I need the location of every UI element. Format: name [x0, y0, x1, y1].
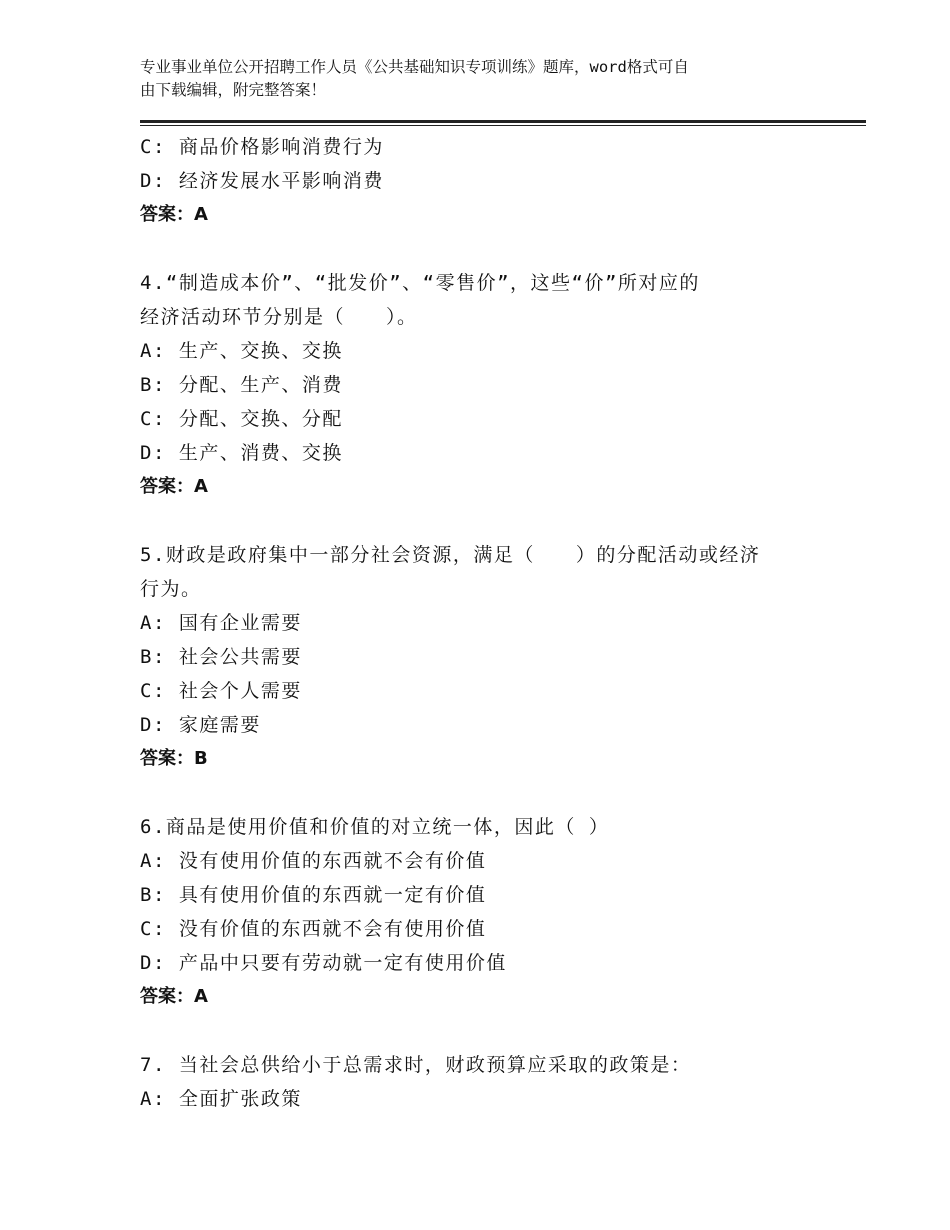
option-a: A: 没有使用价值的东西就不会有价值 — [140, 850, 487, 872]
spacer — [140, 776, 840, 810]
document-body — [140, 130, 840, 1116]
question-stem: 经济活动环节分别是（ ）。 — [140, 306, 418, 328]
spacer — [140, 232, 840, 266]
answer: 答案：A — [140, 204, 208, 225]
option-c: C: 没有价值的东西就不会有使用价值 — [140, 918, 487, 940]
option-d: D: 家庭需要 — [140, 714, 261, 736]
spacer — [140, 1014, 840, 1048]
answer: 答案：A — [140, 986, 208, 1007]
question-stem: 行为。 — [140, 578, 202, 600]
question-stem: 4.“制造成本价”、“批发价”、“零售价”，这些“价”所对应的 — [140, 272, 700, 294]
option-c: C: 商品价格影响消费行为 — [140, 136, 384, 158]
document-header — [140, 56, 820, 102]
option-a: A: 生产、交换、交换 — [140, 340, 343, 362]
question-3-continued — [140, 130, 840, 232]
answer: 答案：A — [140, 476, 208, 497]
option-b: B: 具有使用价值的东西就一定有价值 — [140, 884, 487, 906]
option-d: D: 生产、消费、交换 — [140, 442, 343, 464]
option-d: D: 经济发展水平影响消费 — [140, 170, 384, 192]
spacer — [140, 504, 840, 538]
option-a: A: 国有企业需要 — [140, 612, 302, 634]
header-rule-thin — [140, 125, 866, 126]
option-a: A: 全面扩张政策 — [140, 1088, 302, 1110]
question-6 — [140, 810, 840, 1014]
question-stem: 7. 当社会总供给小于总需求时，财政预算应采取的政策是： — [140, 1054, 692, 1076]
option-c: C: 社会个人需要 — [140, 680, 302, 702]
option-c: C: 分配、交换、分配 — [140, 408, 343, 430]
answer: 答案：B — [140, 748, 208, 769]
question-5 — [140, 538, 840, 776]
question-4 — [140, 266, 840, 504]
header-line-2: 由下载编辑，附完整答案！ — [140, 81, 327, 99]
header-rule-thick — [140, 120, 866, 123]
question-stem: 5.财政是政府集中一部分社会资源，满足（ ）的分配活动或经济 — [140, 544, 761, 566]
option-d: D: 产品中只要有劳动就一定有使用价值 — [140, 952, 507, 974]
option-b: B: 社会公共需要 — [140, 646, 302, 668]
option-b: B: 分配、生产、消费 — [140, 374, 343, 396]
question-7 — [140, 1048, 840, 1116]
header-line-1: 专业事业单位公开招聘工作人员《公共基础知识专项训练》题库，word格式可自 — [140, 58, 689, 76]
question-stem: 6.商品是使用价值和价值的对立统一体，因此（ ） — [140, 816, 610, 838]
